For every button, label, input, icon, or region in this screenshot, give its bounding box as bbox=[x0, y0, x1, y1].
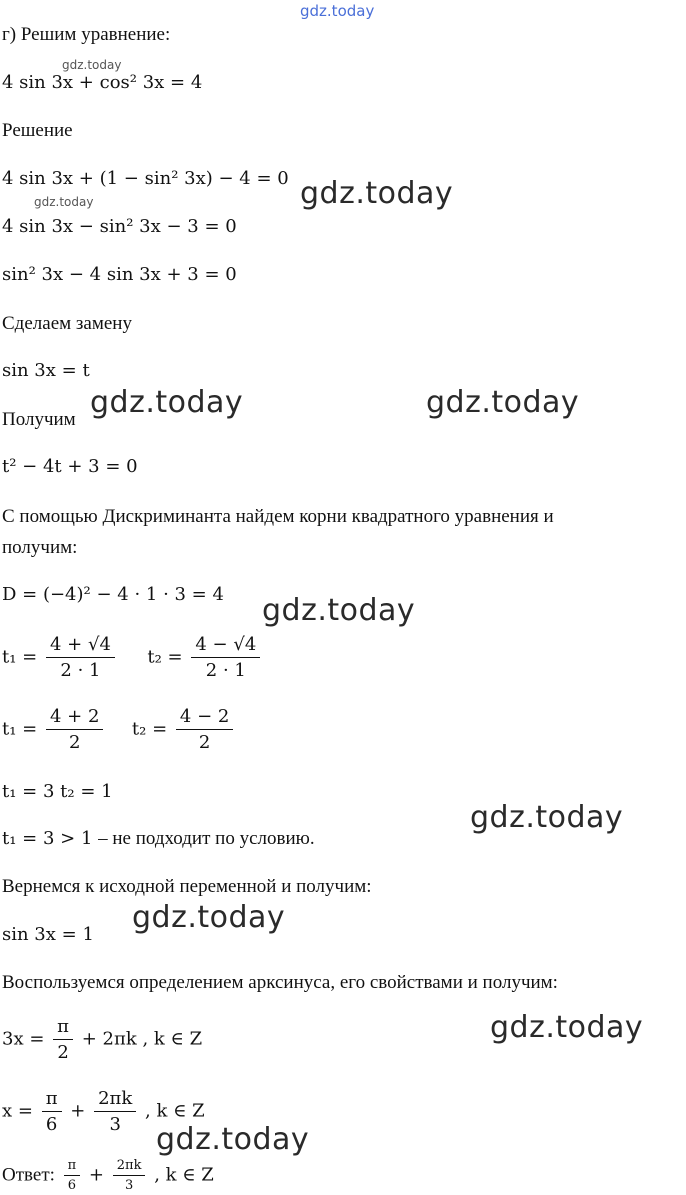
2pik-num: 2πk bbox=[94, 1088, 136, 1112]
t1-label: t₁ = bbox=[2, 646, 38, 668]
plus-2pik: + 2πk , bbox=[81, 1028, 149, 1050]
three-den: 3 bbox=[109, 1114, 121, 1135]
arcsin-text: Воспользуемся определением арксинуса, его свойствами и получим: bbox=[2, 972, 558, 993]
t2-label-2: t₂ = bbox=[131, 718, 168, 740]
t2-fraction bbox=[191, 634, 260, 681]
answer-pi-over-6 bbox=[64, 1158, 81, 1193]
t1-numerator: 4 + √4 bbox=[46, 634, 115, 658]
answer-plus: + bbox=[88, 1164, 105, 1186]
step-3: sin² 3x − 4 sin 3x + 3 = 0 bbox=[2, 264, 237, 285]
watermark-big-8: gdz.today bbox=[156, 1122, 310, 1157]
get-label: Получим bbox=[2, 409, 76, 430]
answer-k-in-z: , k ∈ Z bbox=[154, 1164, 214, 1186]
t2-fraction-2 bbox=[176, 706, 233, 753]
watermark-top: gdz.today bbox=[300, 2, 375, 20]
watermark-big-1: gdz.today bbox=[300, 176, 454, 211]
watermark-big-2: gdz.today bbox=[90, 385, 244, 420]
answer-pi: π bbox=[64, 1158, 81, 1176]
t2-numerator: 4 − √4 bbox=[191, 634, 260, 658]
watermark-big-6: gdz.today bbox=[132, 900, 286, 935]
solution-label: Решение bbox=[2, 120, 73, 141]
answer-six: 6 bbox=[67, 1178, 77, 1193]
2pik-over-3 bbox=[94, 1088, 136, 1135]
root-check-math: t₁ = 3 > 1 bbox=[2, 828, 93, 849]
answer-three: 3 bbox=[124, 1178, 134, 1193]
t1-numerator-2: 4 + 2 bbox=[46, 706, 103, 730]
return-text: Вернемся к исходной переменной и получим: bbox=[2, 876, 372, 897]
equation-main: 4 sin 3x + cos² 3x = 4 bbox=[2, 72, 203, 93]
two-den: 2 bbox=[57, 1042, 69, 1063]
pi-over-6 bbox=[42, 1088, 62, 1135]
answer-2pik: 2πk bbox=[113, 1158, 146, 1176]
plus-sign: + bbox=[70, 1100, 86, 1122]
watermark-big-3: gdz.today bbox=[426, 385, 580, 420]
root-values: t₁ = 3 t₂ = 1 bbox=[2, 781, 113, 802]
roots-formula bbox=[2, 634, 263, 681]
pi-over-2 bbox=[53, 1016, 73, 1063]
answer-line bbox=[2, 1158, 214, 1193]
watermark-big-5: gdz.today bbox=[470, 800, 624, 835]
root-check bbox=[2, 828, 315, 850]
t1-denominator-2: 2 bbox=[68, 732, 81, 753]
t2-label: t₂ = bbox=[147, 646, 183, 668]
watermark-big-4: gdz.today bbox=[262, 593, 416, 628]
step-1: 4 sin 3x + (1 − sin² 3x) − 4 = 0 bbox=[2, 168, 289, 189]
root-check-text: – не подходит по условию. bbox=[98, 828, 315, 849]
t1-fraction bbox=[46, 634, 115, 681]
pi-num-2: π bbox=[42, 1088, 62, 1112]
x3-label: 3x = bbox=[2, 1028, 45, 1050]
discriminant-text-2: получим: bbox=[2, 537, 78, 558]
solution-3x bbox=[2, 1016, 202, 1063]
t2-denominator-2: 2 bbox=[198, 732, 211, 753]
step-2: 4 sin 3x − sin² 3x − 3 = 0 bbox=[2, 216, 237, 237]
discriminant-text-1: С помощью Дискриминанта найдем корни квадратного уравнения и bbox=[2, 506, 554, 527]
six-den: 6 bbox=[45, 1114, 58, 1135]
t1-fraction-2 bbox=[46, 706, 103, 753]
k-in-z-1: k ∈ Z bbox=[153, 1028, 203, 1050]
watermark-small-1: gdz.today bbox=[62, 58, 122, 72]
comma-k-in-z: , k ∈ Z bbox=[145, 1100, 205, 1122]
answer-2pik-over-3 bbox=[113, 1158, 146, 1193]
substitution-label: Сделаем замену bbox=[2, 313, 132, 334]
substitution-equation: sin 3x = t bbox=[2, 360, 90, 381]
discriminant-equation: D = (−4)² − 4 · 1 · 3 = 4 bbox=[2, 584, 224, 605]
x-label: x = bbox=[2, 1100, 33, 1122]
task-heading: г) Решим уравнение: bbox=[2, 24, 171, 45]
t2-denominator: 2 · 1 bbox=[205, 660, 246, 681]
watermark-big-7: gdz.today bbox=[490, 1010, 644, 1045]
sin-equation: sin 3x = 1 bbox=[2, 924, 94, 945]
t2-numerator-2: 4 − 2 bbox=[176, 706, 233, 730]
roots-simplified bbox=[2, 706, 236, 753]
answer-label: Ответ: bbox=[2, 1164, 55, 1186]
t1-label-2: t₁ = bbox=[2, 718, 38, 740]
pi-num: π bbox=[53, 1016, 73, 1040]
watermark-small-2: gdz.today bbox=[34, 195, 94, 209]
t1-denominator: 2 · 1 bbox=[60, 660, 101, 681]
quadratic-equation: t² − 4t + 3 = 0 bbox=[2, 456, 138, 477]
